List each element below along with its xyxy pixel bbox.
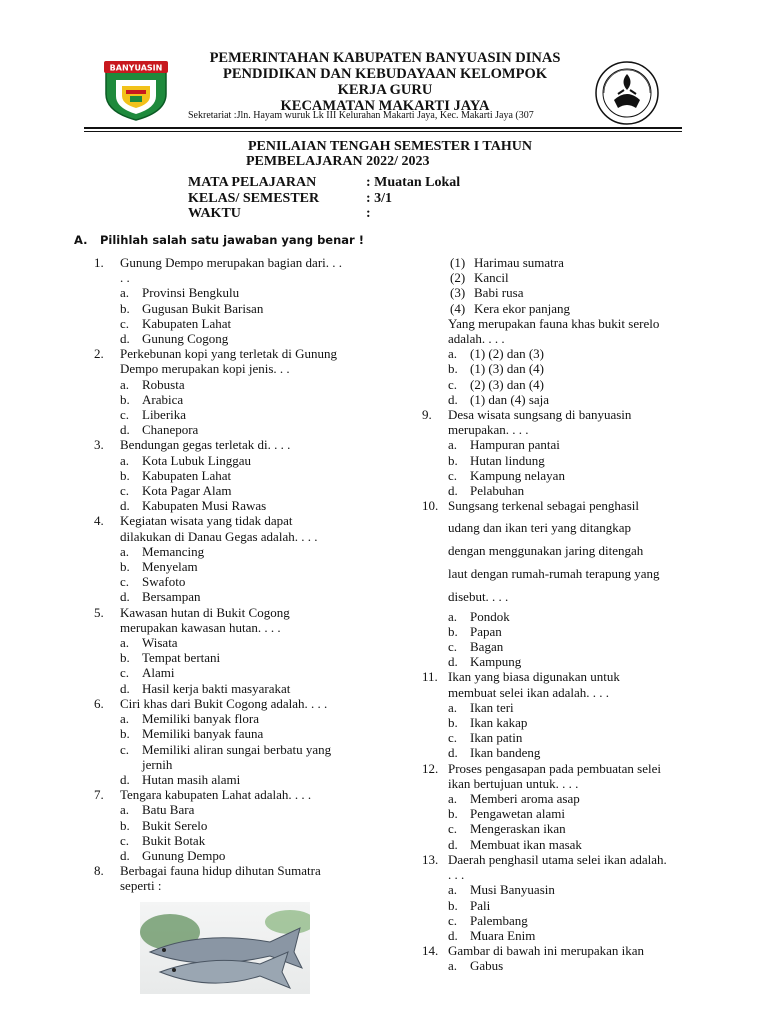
question-text-cont	[422, 586, 722, 609]
question-text: disebut. . . .	[448, 588, 509, 604]
answer-option	[422, 437, 722, 452]
answer-option	[422, 882, 722, 897]
answer-option	[422, 654, 722, 669]
answer-option	[94, 453, 394, 468]
question-number: 11.	[422, 669, 438, 685]
option-text: Hutan masih alami	[142, 771, 241, 787]
answer-option	[422, 745, 722, 760]
answer-option	[94, 635, 394, 650]
answer-option	[422, 791, 722, 806]
option-text: Batu Bara	[142, 802, 195, 818]
question-text-cont	[422, 563, 722, 586]
option-text: Musi Banyuasin	[470, 882, 555, 898]
question-text: Yang merupakan fauna khas bukit serelo	[448, 315, 660, 331]
letterhead-line: KECAMATAN MAKARTI JAYA	[280, 98, 490, 114]
answer-option	[94, 757, 394, 772]
question-line	[94, 346, 394, 361]
question-text-cont: Dempo merupakan kopi jenis. . .	[120, 361, 290, 377]
question-text: Daerah penghasil utama selei ikan adalah.	[448, 851, 667, 867]
option-text: Gunung Cogong	[142, 331, 229, 347]
option-letter: d.	[120, 589, 130, 605]
question-number: 6.	[94, 695, 104, 711]
question-text: Sungsang terkenal sebagai penghasil	[448, 498, 639, 514]
option-text: Kampung	[470, 654, 522, 670]
option-text: Memancing	[142, 543, 205, 559]
option-text: Bagan	[470, 639, 504, 655]
question-text: Tengara kabupaten Lahat adalah. . . .	[120, 787, 312, 803]
meta-label: MATA PELAJARAN	[188, 175, 317, 190]
answer-option	[94, 498, 394, 513]
answer-option	[422, 898, 722, 913]
answer-option	[94, 833, 394, 848]
question-number: 1.	[94, 255, 104, 270]
option-text: Liberika	[142, 407, 187, 423]
answer-option	[94, 802, 394, 817]
answer-option	[94, 422, 394, 437]
option-letter: b.	[448, 361, 458, 377]
fauna-item	[422, 301, 722, 316]
option-letter: b.	[120, 300, 130, 316]
option-text: Bukit Botak	[142, 832, 206, 848]
option-letter: c.	[120, 832, 130, 848]
option-letter: d.	[448, 483, 458, 499]
fauna-item	[422, 285, 722, 300]
question-number: 9.	[422, 407, 432, 423]
letterhead-line: KERJA GURU	[337, 82, 433, 98]
option-text: Hasil kerja bakti masyarakat	[142, 680, 291, 696]
option-letter: b.	[120, 559, 130, 575]
meta-value: :	[366, 206, 371, 221]
fish-illustration	[140, 902, 310, 994]
question-text: dengan menggunakan jaring ditengah	[448, 543, 644, 559]
answer-option	[94, 407, 394, 422]
address: Sekretariat :Jln. Hayam wuruk Lk III Kelurahan Makarti Jaya, Kec. Makarti Jaya (307	[188, 110, 534, 121]
option-letter: d.	[120, 422, 130, 438]
question-line	[94, 605, 394, 620]
question-text: Berbagai fauna hidup dihutan Sumatra	[120, 863, 321, 879]
question-text: Kawasan hutan di Bukit Cogong	[120, 604, 290, 620]
question-text-cont: seperti :	[120, 878, 162, 894]
option-text: Palembang	[470, 912, 528, 928]
option-letter: b.	[448, 897, 458, 913]
answer-option	[94, 665, 394, 680]
option-letter: b.	[120, 391, 130, 407]
answer-option	[94, 377, 394, 392]
option-text: Hampuran pantai	[470, 437, 560, 453]
option-text: Pengawetan alami	[470, 806, 565, 822]
meta-value: : Muatan Lokal	[366, 175, 461, 190]
option-text: Chanepora	[142, 422, 199, 438]
question-number: 13.	[422, 851, 439, 867]
option-letter: c.	[448, 639, 458, 655]
question-number: 5.	[94, 604, 104, 620]
option-letter: b.	[120, 650, 130, 666]
question-text-cont: merupakan. . . .	[448, 422, 529, 438]
fauna-number: (1)	[450, 255, 466, 270]
option-letter: a.	[120, 711, 130, 727]
question-number: 7.	[94, 787, 104, 803]
question-number: 14.	[422, 943, 439, 959]
option-letter: b.	[448, 452, 458, 468]
answer-option	[422, 453, 722, 468]
option-text: Mengeraskan ikan	[470, 821, 566, 837]
option-letter: c.	[448, 821, 458, 837]
question-text: Desa wisata sungsang di banyuasin	[448, 407, 632, 423]
option-letter: b.	[120, 817, 130, 833]
option-text: Ikan bandeng	[470, 745, 541, 761]
question-text: Ciri khas dari Bukit Cogong adalah. . . .	[120, 695, 328, 711]
question-text-cont	[422, 540, 722, 563]
question-line	[422, 498, 722, 513]
option-text: Menyelam	[142, 559, 198, 575]
answer-option	[422, 958, 722, 973]
option-text: Bersampan	[142, 589, 201, 605]
answer-option	[422, 639, 722, 654]
meta-label: KELAS/ SEMESTER	[188, 191, 320, 206]
option-letter: c.	[448, 730, 458, 746]
option-letter: a.	[448, 791, 458, 807]
option-text: Kabupaten Lahat	[142, 467, 232, 483]
question-text-cont: ikan bertujuan untuk. . . .	[448, 775, 579, 791]
option-letter: a.	[448, 699, 458, 715]
question-text: adalah. . . .	[448, 331, 505, 347]
option-letter: a.	[448, 608, 458, 624]
option-letter: d.	[120, 680, 130, 696]
option-text: Pelabuhan	[470, 483, 525, 499]
option-letter: a.	[120, 635, 130, 651]
letterhead-line: PENDIDIKAN DAN KEBUDAYAAN KELOMPOK	[223, 66, 547, 82]
option-letter: c.	[448, 912, 458, 928]
answer-option	[422, 913, 722, 928]
option-letter: a.	[120, 376, 130, 392]
right-column	[422, 255, 722, 974]
meta-value: : 3/1	[366, 191, 393, 206]
option-text: Membuat ikan masak	[470, 836, 582, 852]
option-letter: b.	[448, 623, 458, 639]
fauna-name: Harimau sumatra	[474, 255, 564, 270]
letterhead-line: PEMERINTAHAN KABUPATEN BANYUASIN DINAS	[209, 50, 561, 66]
option-letter: c.	[120, 574, 130, 590]
question-text: udang dan ikan teri yang ditangkap	[448, 520, 632, 536]
answer-option	[94, 742, 394, 757]
question-line	[422, 761, 722, 776]
option-letter: b.	[120, 467, 130, 483]
answer-option	[422, 609, 722, 624]
option-text: Kabupaten Musi Rawas	[142, 498, 267, 514]
answer-option	[94, 589, 394, 604]
question-line	[94, 863, 394, 878]
question-text: Kegiatan wisata yang tidak dapat	[120, 513, 293, 529]
answer-option	[94, 301, 394, 316]
option-text: Muara Enim	[470, 927, 536, 943]
answer-option	[422, 928, 722, 943]
banyuasin-logo	[100, 58, 172, 122]
option-letter: c.	[120, 483, 130, 499]
section-letter: A.	[74, 233, 88, 247]
option-letter: c.	[120, 407, 130, 423]
option-text: Ikan patin	[470, 730, 523, 746]
answer-option	[94, 650, 394, 665]
option-text: Wisata	[142, 635, 178, 651]
question-line	[94, 513, 394, 528]
option-letter: a.	[120, 285, 130, 301]
answer-option	[94, 331, 394, 346]
fauna-number: (3)	[450, 285, 466, 301]
exam-subtitle: PEMBELAJARAN 2022/ 2023	[246, 154, 430, 169]
option-text: Gugusan Bukit Barisan	[142, 300, 264, 316]
question-number: 2.	[94, 346, 104, 362]
answer-option	[94, 285, 394, 300]
question-line	[422, 407, 722, 422]
option-letter: c.	[448, 376, 458, 392]
fauna-number: (4)	[450, 300, 466, 316]
option-text: Pali	[470, 897, 491, 913]
answer-option	[94, 483, 394, 498]
header-rule	[84, 127, 682, 129]
question-text-cont: . .	[120, 270, 130, 286]
answer-option	[94, 392, 394, 407]
option-letter: b.	[448, 715, 458, 731]
fish-image	[140, 902, 310, 994]
option-text: Provinsi Bengkulu	[142, 285, 240, 301]
option-letter: d.	[120, 771, 130, 787]
question-text-cont: membuat selei ikan adalah. . . .	[448, 684, 610, 700]
option-letter: b.	[448, 806, 458, 822]
option-letter: a.	[120, 452, 130, 468]
question-text: Bendungan gegas terletak di. . . .	[120, 437, 291, 453]
question-number: 12.	[422, 760, 439, 776]
answer-option	[422, 624, 722, 639]
tut-wuri-handayani-logo	[594, 60, 660, 126]
option-text: Gunung Dempo	[142, 847, 226, 863]
question-number: 8.	[94, 863, 104, 879]
exam-title: PENILAIAN TENGAH SEMESTER I TAHUN	[248, 139, 532, 154]
option-text: Memiliki banyak flora	[142, 711, 259, 727]
answer-option	[94, 726, 394, 741]
answer-option	[94, 818, 394, 833]
question-text-cont: merupakan kawasan hutan. . . .	[120, 619, 281, 635]
letterhead	[170, 50, 600, 114]
question-line	[94, 787, 394, 802]
option-letter: a.	[120, 802, 130, 818]
option-letter: d.	[120, 331, 130, 347]
option-letter: a.	[448, 958, 458, 974]
answer-option	[422, 483, 722, 498]
option-text: Tempat bertani	[142, 650, 221, 666]
option-text: Bukit Serelo	[142, 817, 208, 833]
answer-option	[94, 711, 394, 726]
question-line	[422, 943, 722, 958]
answer-option	[94, 559, 394, 574]
meta-label: WAKTU	[188, 206, 241, 221]
answer-option	[422, 392, 722, 407]
answer-option	[422, 700, 722, 715]
fauna-number: (2)	[450, 270, 466, 286]
answer-option	[422, 837, 722, 852]
option-text: Arabica	[142, 391, 184, 407]
option-letter: b.	[120, 726, 130, 742]
question-text: laut dengan rumah-rumah terapung yang	[448, 566, 660, 582]
question-line	[422, 852, 722, 867]
option-text: Memiliki banyak fauna	[142, 726, 264, 742]
option-letter: a.	[120, 543, 130, 559]
question-text-cont: . . .	[448, 867, 465, 883]
option-text: Kampung nelayan	[470, 467, 565, 483]
fauna-name: Babi rusa	[474, 285, 524, 301]
option-letter: a.	[448, 882, 458, 898]
option-letter: c.	[120, 665, 130, 681]
svg-text:BANYUASIN: BANYUASIN	[109, 63, 163, 73]
option-text: Papan	[470, 623, 502, 639]
option-letter: d.	[120, 847, 130, 863]
question-text-cont	[422, 517, 722, 540]
option-text: Pondok	[470, 608, 510, 624]
option-text: Memberi aroma asap	[470, 791, 580, 807]
fauna-name: Kera ekor panjang	[474, 300, 571, 316]
option-text: Alami	[142, 665, 175, 681]
section-instruction: Pilihlah salah satu jawaban yang benar !	[100, 233, 364, 247]
question-text: Gambar di bawah ini merupakan ikan	[448, 943, 645, 959]
answer-option	[422, 361, 722, 376]
option-text: (1) dan (4) saja	[470, 391, 550, 407]
option-text: jernih	[142, 756, 173, 772]
question-number: 10.	[422, 498, 439, 514]
header-rule-thin	[84, 131, 682, 132]
answer-option	[94, 468, 394, 483]
answer-option	[422, 715, 722, 730]
answer-option	[94, 544, 394, 559]
option-text: Memiliki aliran sungai berbatu yang	[142, 741, 332, 757]
left-column	[94, 255, 394, 994]
fauna-item	[422, 255, 722, 270]
question-text-cont: dilakukan di Danau Gegas adalah. . . .	[120, 528, 318, 544]
answer-option	[422, 821, 722, 836]
option-text: Robusta	[142, 376, 185, 392]
option-letter: d.	[448, 654, 458, 670]
option-letter: d.	[448, 391, 458, 407]
option-letter: d.	[448, 745, 458, 761]
fauna-name: Kancil	[474, 270, 509, 286]
answer-option	[422, 730, 722, 745]
option-letter: d.	[448, 927, 458, 943]
answer-option	[94, 681, 394, 696]
question-text: Gunung Dempo merupakan bagian dari. . .	[120, 255, 343, 270]
option-text: (2) (3) dan (4)	[470, 376, 544, 392]
answer-option	[94, 316, 394, 331]
answer-option	[422, 468, 722, 483]
option-text: Ikan teri	[470, 699, 514, 715]
question-number: 4.	[94, 513, 104, 529]
option-text: Hutan lindung	[470, 452, 545, 468]
question-line	[422, 669, 722, 684]
option-letter: a.	[448, 437, 458, 453]
answer-option	[422, 346, 722, 361]
answer-option	[94, 848, 394, 863]
option-text: Kota Pagar Alam	[142, 483, 232, 499]
question-line	[94, 255, 394, 270]
option-letter: d.	[120, 498, 130, 514]
option-text: Swafoto	[142, 574, 186, 590]
question-text: Proses pengasapan pada pembuatan selei	[448, 760, 661, 776]
option-letter: c.	[120, 741, 130, 757]
option-letter: d.	[448, 836, 458, 852]
answer-option	[94, 772, 394, 787]
option-letter: c.	[448, 467, 458, 483]
option-text: Kota Lubuk Linggau	[142, 452, 252, 468]
question-text: Perkebunan kopi yang terletak di Gunung	[120, 346, 337, 362]
question-number: 3.	[94, 437, 104, 453]
option-letter: c.	[120, 315, 130, 331]
option-text: Gabus	[470, 958, 504, 974]
question-text: Ikan yang biasa digunakan untuk	[448, 669, 620, 685]
option-letter: a.	[448, 346, 458, 362]
question-line	[94, 696, 394, 711]
answer-option	[94, 574, 394, 589]
option-text: Ikan kakap	[470, 715, 528, 731]
answer-option	[422, 806, 722, 821]
question-line	[94, 437, 394, 452]
option-text: (1) (2) dan (3)	[470, 346, 544, 362]
answer-option	[422, 377, 722, 392]
fauna-item	[422, 270, 722, 285]
option-text: (1) (3) dan (4)	[470, 361, 544, 377]
option-text: Kabupaten Lahat	[142, 315, 232, 331]
